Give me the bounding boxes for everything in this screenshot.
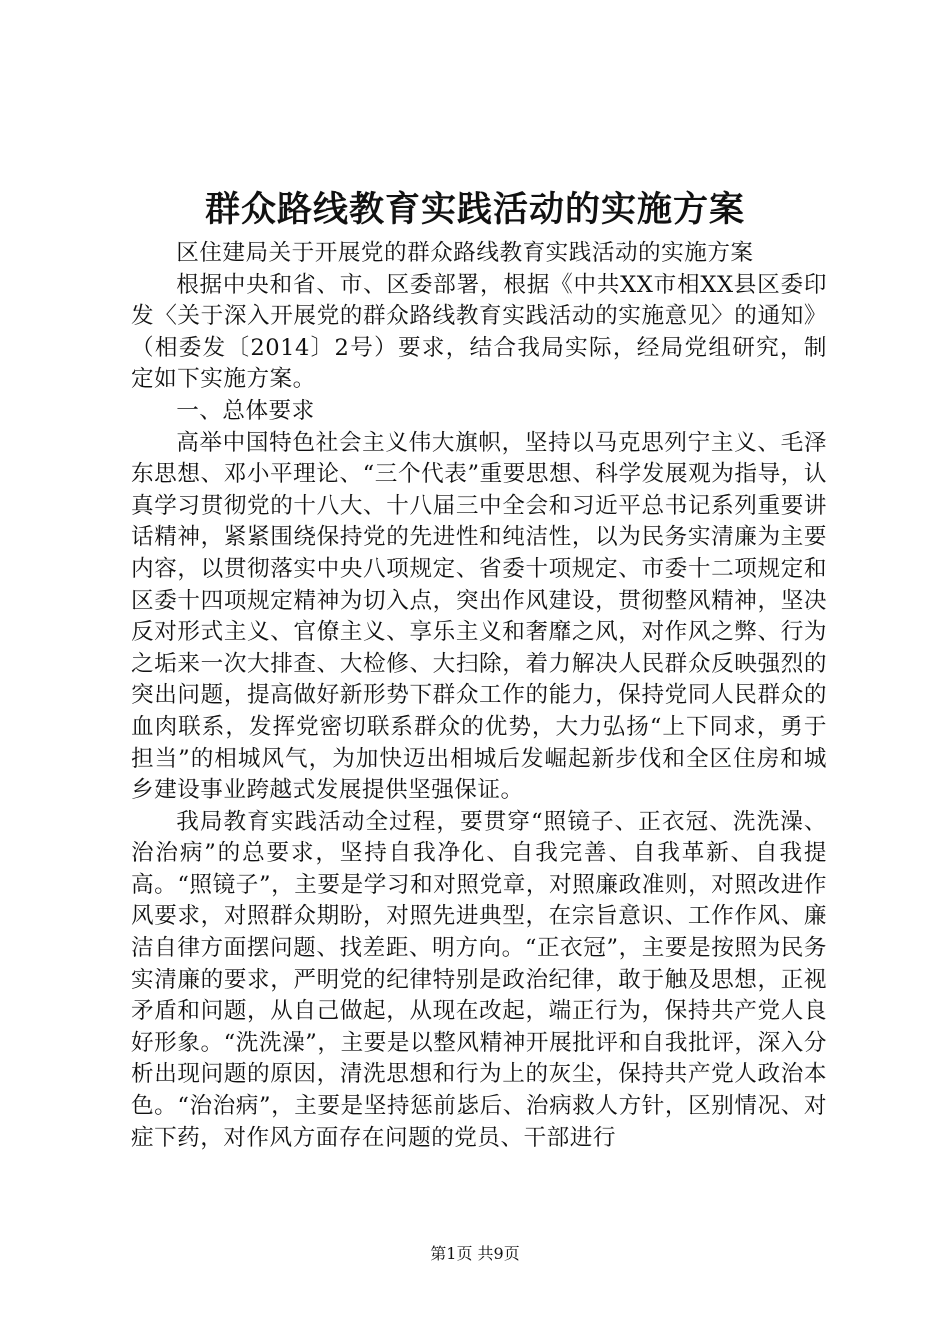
section-heading-general-requirements: 一、总体要求 [176, 397, 315, 424]
body-paragraph: 我局教育实践活动全过程，要贯穿“照镜子、正衣冠、洗洗澡、治治病”的总要求，坚持自我净化、自我完善、自我革新、自我提高。“照镜子”，主要是学习和对照党章，对照廉政准则，对照改进作风要求，对照群众期盼，对照先进典型，在宗旨意识、工作作风、廉洁自律方面摆问题、找差距、明方向。“正衣冠”，主要是按照为民务实清廉的要求，严明党的纪律特别是政治纪律，敢于触及思想，正视矛盾和问题，从自己做起，从现在改起，端正行为，保持共产党人良好形象。“洗洗澡”，主要是以整风精神开展批评和自我批评，深入分析出现问题的原因，清洗思想和行为上的灰尘，保持共产党人政治本色。“治治病”，主要是坚持惩前毖后、治病救人方针，区别情况、对症下药，对作风方面存在问题的党员、干部进行 [131, 808, 827, 1151]
page-title: 群众路线教育实践活动的实施方案 [204, 189, 745, 230]
page-number-footer: 第1页 共9页 [430, 1244, 520, 1263]
intro-paragraph: 根据中央和省、市、区委部署，根据《中共XX市相XX县区委印发〈关于深入开展党的群众路线教育实践活动的实施意见〉的通知》（相委发〔2014〕2号）要求，结合我局实际，经局党组研究，制定如下实施方案。 [131, 271, 827, 393]
document-body [131, 238, 827, 1154]
document-subtitle: 区住建局关于开展党的群众路线教育实践活动的实施方案 [176, 240, 754, 266]
body-paragraph: 高举中国特色社会主义伟大旗帜，坚持以马克思列宁主义、毛泽东思想、邓小平理论、“三个代表”重要思想、科学发展观为指导，认真学习贯彻党的十八大、十八届三中全会和习近平总书记系列重要讲话精神，紧紧围绕保持党的先进性和纯洁性，以为民务实清廉为主要内容，以贯彻落实中央八项规定、省委十项规定、市委十二项规定和区委十四项规定精神为切入点，突出作风建设，贯彻整风精神，坚决反对形式主义、官僚主义、享乐主义和奢靡之风，对作风之弊、行为之垢来一次大排查、大检修、大扫除，着力解决人民群众反映强烈的突出问题，提高做好新形势下群众工作的能力，保持党同人民群众的血肉联系，发挥党密切联系群众的优势，大力弘扬“上下同求，勇于担当”的相城风气，为加快迈出相城后发崛起新步伐和全区住房和城乡建设事业跨越式发展提供坚强保证。 [131, 429, 827, 804]
